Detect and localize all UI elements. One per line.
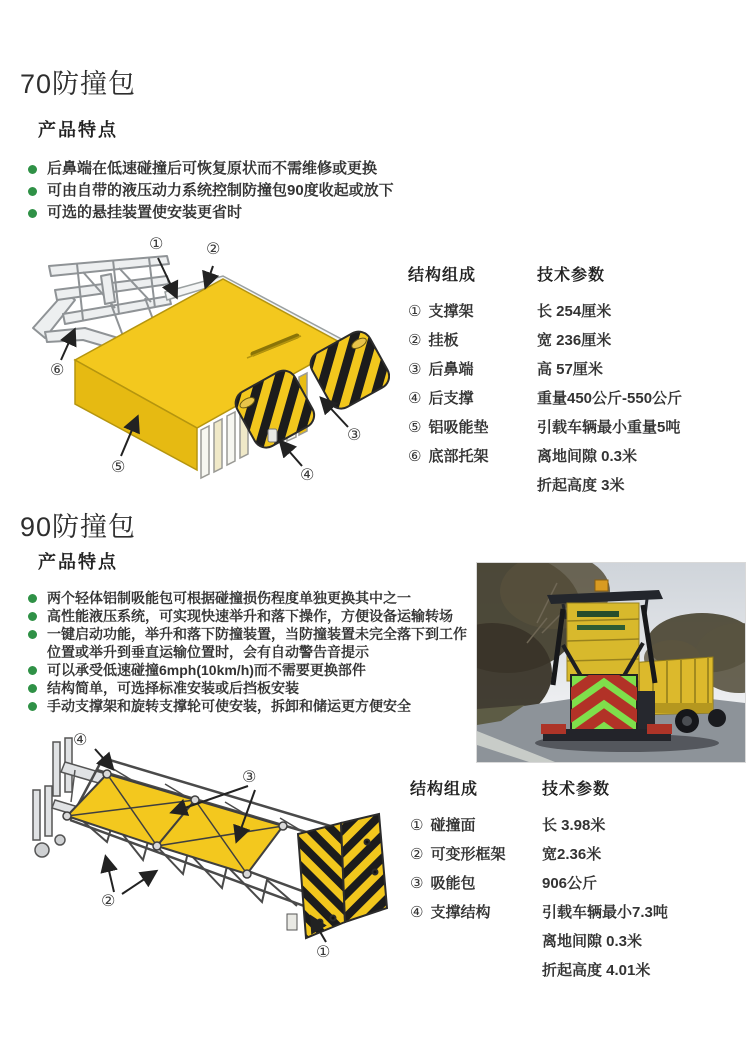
features-heading-70: 产品特点	[38, 120, 118, 140]
item-number: ②	[410, 846, 424, 863]
bullet-icon	[28, 594, 37, 603]
spec-row: 引载车辆最小重量5吨	[537, 419, 681, 436]
spec-row: 长 254厘米	[537, 303, 612, 320]
spec-row: 离地间隙 0.3米	[537, 448, 638, 465]
feature-text: 可选的悬挂装置使安装更省时	[47, 204, 243, 221]
structure-row	[410, 869, 505, 898]
item-label: 底部托架	[428, 448, 489, 465]
item-label: 碰撞面	[430, 817, 476, 834]
feature-item	[28, 202, 458, 224]
item-number: ②	[408, 332, 422, 349]
item-number: ⑤	[408, 419, 422, 436]
spec-row: 离地间隙 0.3米	[542, 933, 643, 950]
item-label: 铝吸能垫	[428, 419, 489, 436]
item-label: 后支撑	[428, 390, 474, 407]
spec-row: 折起高度 3米	[537, 477, 625, 494]
structure-row	[408, 355, 488, 384]
structure-row	[408, 413, 488, 442]
spec-row: 重量450公斤-550公斤	[537, 390, 683, 407]
feature-item	[28, 679, 476, 697]
feature-text: 高性能液压系统，可实现快速举升和落下操作，方便设备运输转场	[47, 608, 453, 624]
structure-row	[410, 898, 505, 927]
diagram-callout: ④	[73, 732, 88, 749]
structure-row	[408, 297, 488, 326]
section-title-90: 90防撞包	[20, 512, 137, 542]
item-number: ④	[410, 904, 424, 921]
features-list-90	[28, 589, 476, 715]
truck-photo	[477, 563, 745, 762]
bullet-icon	[28, 209, 37, 218]
spec-row: 906公斤	[542, 875, 598, 892]
features-list-70	[28, 158, 458, 224]
diagram-callout: ③	[242, 769, 257, 786]
diagram-callout: ②	[206, 241, 221, 258]
feature-item	[28, 607, 476, 625]
specs-column-70	[537, 262, 682, 500]
specs-heading: 技术参数	[537, 267, 606, 284]
item-number: ④	[408, 390, 422, 407]
attenuator-70-diagram	[15, 232, 390, 490]
item-number: ③	[410, 875, 424, 892]
item-number: ⑥	[408, 448, 422, 465]
structure-row	[410, 840, 505, 869]
item-label: 吸能包	[430, 875, 476, 892]
specs-column-90	[542, 776, 668, 985]
diagram-callout: ②	[101, 893, 116, 910]
spec-row: 引载车辆最小7.3吨	[542, 904, 668, 921]
bullet-icon	[28, 684, 37, 693]
spec-row: 宽2.36米	[542, 846, 602, 863]
spec-row: 折起高度 4.01米	[542, 962, 651, 979]
feature-text: 可以承受低速碰撞6mph(10km/h)而不需要更换部件	[47, 662, 366, 678]
bullet-icon	[28, 630, 37, 639]
attenuator-90-diagram	[15, 722, 405, 967]
feature-item	[28, 697, 476, 715]
structure-row	[408, 442, 488, 471]
item-label: 可变形框架	[430, 846, 506, 863]
feature-item	[28, 589, 476, 607]
structure-row	[408, 326, 488, 355]
spec-row: 宽 236厘米	[537, 332, 612, 349]
item-label: 支撑结构	[430, 904, 491, 921]
feature-text: 结构简单，可选择标准安装或后挡板安装	[47, 680, 299, 696]
item-number: ①	[408, 303, 422, 320]
section-title-70: 70防撞包	[20, 69, 137, 99]
feature-text: 两个轻体铝制吸能包可根据碰撞损伤程度单独更换其中之一	[47, 590, 411, 606]
features-heading-90: 产品特点	[38, 552, 118, 572]
spec-row: 高 57厘米	[537, 361, 603, 378]
spec-row: 长 3.98米	[542, 817, 606, 834]
feature-item	[28, 158, 458, 180]
structure-row	[410, 811, 505, 840]
structure-heading: 结构组成	[410, 781, 479, 798]
diagram-callout: ①	[316, 944, 331, 961]
item-label: 后鼻端	[428, 361, 474, 378]
feature-text: 可由自带的液压动力系统控制防撞包90度收起或放下	[47, 182, 394, 199]
diagram-callout: ④	[300, 467, 315, 484]
bullet-icon	[28, 666, 37, 675]
item-number: ③	[408, 361, 422, 378]
feature-text: 手动支撑架和旋转支撑轮可使安装，拆卸和储运更方便安全	[47, 698, 411, 714]
item-label: 支撑架	[428, 303, 474, 320]
bullet-icon	[28, 702, 37, 711]
diagram-callout: ⑥	[50, 362, 65, 379]
specs-heading: 技术参数	[542, 781, 611, 798]
item-number: ①	[410, 817, 424, 834]
item-label: 挂板	[428, 332, 459, 349]
diagram-callout: ①	[149, 236, 164, 253]
feature-item	[28, 625, 476, 661]
structure-column-90	[410, 776, 505, 927]
feature-item	[28, 661, 476, 679]
bullet-icon	[28, 165, 37, 174]
bullet-icon	[28, 612, 37, 621]
feature-text: 一键启动功能，举升和落下防撞装置，当防撞装置未完全落下到工作位置或举升到垂直运输位置时，会有自动警告音提示	[47, 626, 467, 660]
bullet-icon	[28, 187, 37, 196]
structure-heading: 结构组成	[408, 267, 477, 284]
structure-row	[408, 384, 488, 413]
feature-item	[28, 180, 458, 202]
diagram-callout: ③	[347, 427, 362, 444]
feature-text: 后鼻端在低速碰撞后可恢复原状而不需维修或更换	[47, 160, 378, 177]
diagram-callout: ⑤	[111, 459, 126, 476]
structure-column-70	[408, 262, 488, 471]
